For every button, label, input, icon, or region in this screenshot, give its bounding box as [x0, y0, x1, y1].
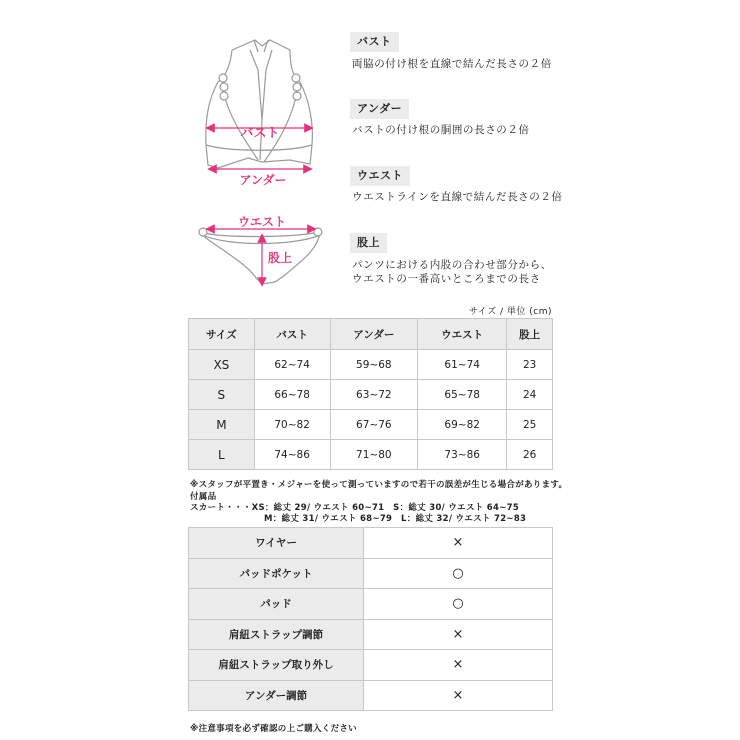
feature-value: ○ — [364, 589, 553, 620]
table-cell: 25 — [507, 410, 553, 440]
bikini-top-outline — [206, 40, 313, 168]
size-table — [188, 318, 553, 470]
size-table-header — [189, 319, 553, 350]
feature-value: × — [364, 650, 553, 681]
header-size: サイズ — [189, 319, 255, 350]
table-row — [189, 589, 553, 620]
table-row — [189, 410, 553, 440]
header-waist: ウエスト — [418, 319, 507, 350]
header-under: アンダー — [330, 319, 418, 350]
header-rise: 股上 — [507, 319, 553, 350]
size-cell: L — [189, 440, 255, 470]
table-cell: 23 — [507, 350, 553, 380]
feature-value: × — [364, 528, 553, 559]
table-cell: 63~72 — [330, 380, 418, 410]
under-label: アンダー — [239, 173, 287, 187]
table-cell: 67~76 — [330, 410, 418, 440]
rise-label: 股上 — [267, 251, 293, 265]
table-row — [189, 650, 553, 681]
feature-label: 肩紐ストラップ調節 — [189, 619, 364, 650]
table-cell: 74~86 — [254, 440, 330, 470]
header-bust: バスト — [254, 319, 330, 350]
bikini-bottom-outline — [200, 232, 320, 284]
measure-desc-waist: ウエストラインを直線で結んだ長さの２倍 — [352, 191, 563, 203]
feature-label: パッドポケット — [189, 558, 364, 589]
table-row — [189, 528, 553, 559]
feature-value: × — [364, 619, 553, 650]
size-cell: M — [189, 410, 255, 440]
skirt-sizes-line2: M：総丈 31/ ウエスト 68~79 L：総丈 32/ ウエスト 72~83 — [264, 514, 527, 524]
table-row — [189, 558, 553, 589]
table-cell: 62~74 — [254, 350, 330, 380]
table-row — [189, 350, 553, 380]
accessory-title: 付属品 — [190, 492, 217, 502]
measure-tag-rise: 股上 — [350, 233, 387, 253]
feature-label: 肩紐ストラップ取り外し — [189, 650, 364, 681]
table-row — [189, 380, 553, 410]
table-cell: 69~82 — [418, 410, 507, 440]
measure-desc-bust: 両脇の付け根を直線で結んだ長さの２倍 — [352, 58, 552, 70]
skirt-sizes-line1: スカート・・・XS：総丈 29/ ウエスト 60~71 S：総丈 30/ ウエスト 64~75 — [190, 503, 520, 513]
feature-value: ○ — [364, 558, 553, 589]
measure-tag-under: アンダー — [350, 99, 409, 119]
measure-desc-rise-line1: パンツにおける内股の合わせ部分から、 — [352, 259, 552, 271]
feature-label: ワイヤー — [189, 528, 364, 559]
measure-desc-rise-line2: ウエストの一番高いところまでの長さ — [352, 273, 541, 285]
table-row — [189, 680, 553, 711]
table-row — [189, 619, 553, 650]
table-cell: 59~68 — [330, 350, 418, 380]
table-cell: 24 — [507, 380, 553, 410]
table-row — [189, 440, 553, 470]
table-cell: 70~82 — [254, 410, 330, 440]
footer-note: ※注意事項を必ず確認の上ご購入ください — [190, 724, 357, 734]
bust-label: バスト — [240, 126, 280, 141]
table-cell: 61~74 — [418, 350, 507, 380]
waist-label: ウエスト — [237, 215, 287, 229]
measure-desc-under: バストの付け根の胴囲の長さの２倍 — [352, 124, 530, 136]
table-cell: 73~86 — [418, 440, 507, 470]
measure-tag-bust: バスト — [350, 32, 399, 52]
size-cell: S — [189, 380, 255, 410]
garment-diagram — [0, 0, 340, 300]
table-cell: 26 — [507, 440, 553, 470]
table-cell: 65~78 — [418, 380, 507, 410]
size-unit-label: サイズ / 単位 (cm) — [468, 307, 552, 317]
table-cell: 66~78 — [254, 380, 330, 410]
feature-label: パッド — [189, 589, 364, 620]
table-cell: 71~80 — [330, 440, 418, 470]
staff-note: ※スタッフが平置き・メジャーを使って測っていますので若干の誤差が生じる場合があります。 — [190, 480, 568, 490]
feature-value: × — [364, 680, 553, 711]
measure-tag-waist: ウエスト — [350, 166, 410, 186]
feature-table — [188, 527, 553, 711]
size-cell: XS — [189, 350, 255, 380]
feature-label: アンダー調節 — [189, 680, 364, 711]
